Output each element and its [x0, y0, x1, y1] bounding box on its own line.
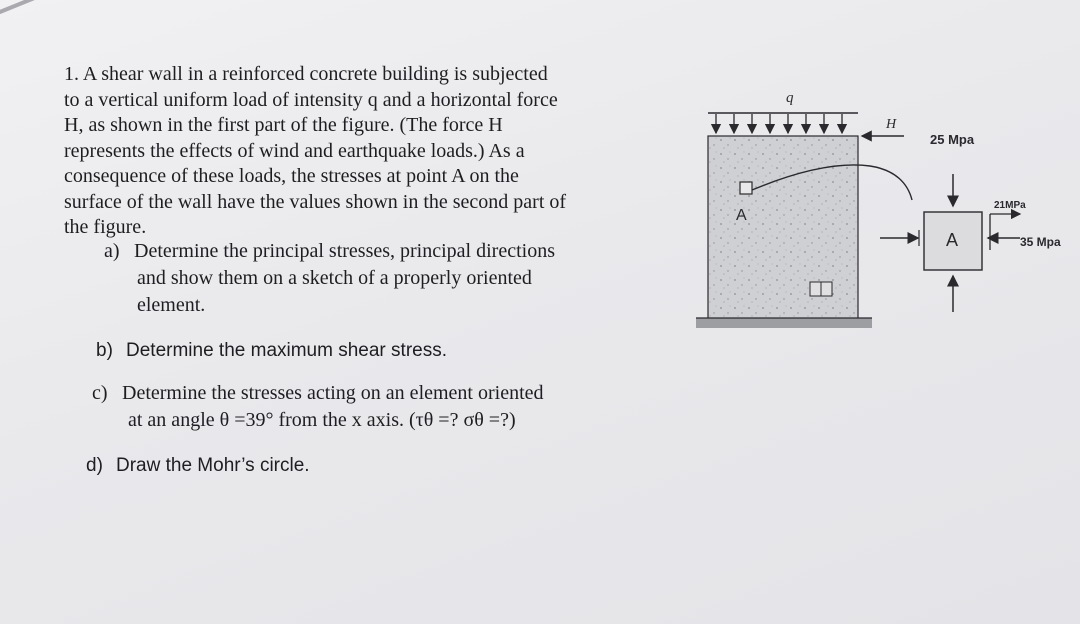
load-arrows — [716, 114, 842, 133]
part-a — [104, 238, 644, 319]
part-a-line1: Determine the principal stresses, principal directions — [134, 240, 555, 262]
intro-line: H, as shown in the first part of the figure. (The force H — [64, 114, 503, 136]
load-q-label: q — [786, 90, 794, 106]
intro-line: consequence of these loads, the stresses at point A on the — [64, 165, 519, 187]
intro-line: surface of the wall have the values shown in the second part of — [64, 190, 567, 213]
part-b-label: b) — [96, 340, 113, 361]
intro-line: 1. A shear wall in a reinforced concrete building is subjected — [64, 63, 548, 85]
part-c-line2: at an angle θ =39° from the x axis. (τθ =? σθ =?) — [128, 409, 516, 431]
part-c-label: c) — [92, 382, 108, 404]
point-a-wall-label: A — [736, 207, 747, 224]
wall-body — [708, 136, 858, 320]
part-b — [96, 337, 636, 364]
part-d-label: d) — [86, 455, 103, 476]
part-a-line3: element. — [137, 294, 206, 316]
point-a-marker — [740, 182, 752, 194]
figure-drawing — [690, 80, 1080, 350]
problem-statement — [64, 62, 646, 241]
part-b-text: Determine the maximum shear stress. — [126, 340, 447, 361]
part-c-line1: Determine the stresses acting on an element oriented — [122, 382, 544, 404]
stress-vertical-label: 25 Mpa — [930, 132, 975, 147]
problem-intro — [64, 62, 646, 241]
intro-line: to a vertical uniform load of intensity q and a horizontal force — [64, 88, 558, 111]
part-d — [86, 452, 626, 479]
intro-line: the figure. — [64, 216, 147, 238]
force-h-label: H — [886, 117, 897, 132]
ground-base — [696, 318, 872, 328]
stress-shear-label: 21MPa — [994, 200, 1026, 211]
stress-horizontal-label: 35 Mpa — [1020, 235, 1061, 249]
intro-line: represents the effects of wind and earthquake loads.) As a — [64, 139, 525, 162]
shear-wall-figure — [690, 80, 1080, 350]
point-a-element-label: A — [946, 230, 959, 250]
part-a-label: a) — [104, 240, 120, 262]
pen-mark — [0, 0, 64, 22]
part-d-text: Draw the Mohr’s circle. — [116, 455, 310, 476]
part-a-line2: and show them on a sketch of a properly oriented — [137, 267, 532, 289]
part-c — [92, 380, 652, 434]
